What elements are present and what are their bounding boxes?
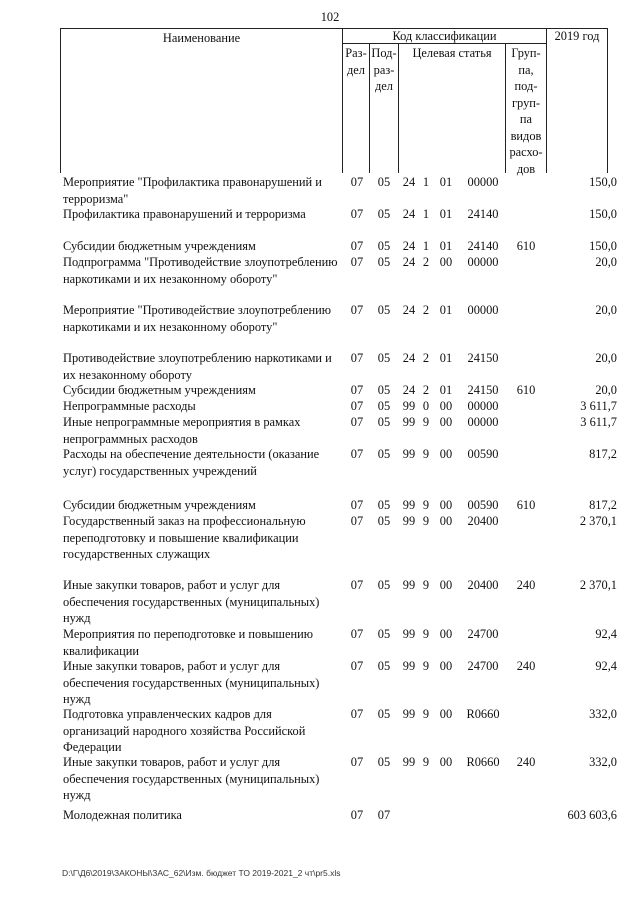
row-rz: 07 bbox=[350, 415, 364, 429]
row-vr: 610 bbox=[516, 239, 536, 253]
row-c1: 24 bbox=[402, 383, 416, 397]
row-c3: 00 bbox=[439, 578, 453, 592]
row-rz: 07 bbox=[350, 514, 364, 528]
row-c2: 9 bbox=[422, 498, 430, 512]
row-name: Подпрограмма "Противодействие злоупотреблению наркотиками и их незаконному обороту" bbox=[63, 255, 338, 286]
row-c1: 99 bbox=[402, 707, 416, 721]
row-c4: 00000 bbox=[467, 399, 499, 413]
row-pr: 05 bbox=[377, 514, 391, 528]
row-c2: 0 bbox=[422, 399, 430, 413]
row-c2: 2 bbox=[422, 351, 430, 365]
row-sum: 92,4 bbox=[595, 659, 617, 673]
row-rz: 07 bbox=[350, 447, 364, 461]
row-c3: 01 bbox=[439, 303, 453, 317]
row-c1: 24 bbox=[402, 351, 416, 365]
row-pr: 05 bbox=[377, 498, 391, 512]
row-c1: 24 bbox=[402, 207, 416, 221]
row-sum: 817,2 bbox=[589, 498, 617, 512]
row-pr: 05 bbox=[377, 755, 391, 769]
row-pr: 05 bbox=[377, 239, 391, 253]
row-sum: 332,0 bbox=[589, 707, 617, 721]
row-c1: 24 bbox=[402, 303, 416, 317]
row-name: Субсидии бюджетным учреждениям bbox=[63, 239, 256, 253]
row-c3: 01 bbox=[439, 239, 453, 253]
row-rz: 07 bbox=[350, 498, 364, 512]
header-left-border bbox=[60, 28, 61, 173]
row-name: Иные закупки товаров, работ и услуг для обеспечения государственных (муниципальных) нужд bbox=[63, 755, 320, 802]
header-group: Груп- па, под- груп- па видов расхо- дов bbox=[509, 46, 543, 176]
row-c2: 2 bbox=[422, 383, 430, 397]
row-rz: 07 bbox=[350, 755, 364, 769]
row-c2: 9 bbox=[422, 578, 430, 592]
row-c3: 00 bbox=[439, 415, 453, 429]
row-rz: 07 bbox=[350, 399, 364, 413]
row-c1: 99 bbox=[402, 399, 416, 413]
row-sum: 150,0 bbox=[589, 175, 617, 189]
row-c3: 00 bbox=[439, 627, 453, 641]
row-name: Субсидии бюджетным учреждениям bbox=[63, 498, 256, 512]
row-rz: 07 bbox=[350, 239, 364, 253]
row-pr: 07 bbox=[377, 808, 391, 822]
row-pr: 05 bbox=[377, 659, 391, 673]
row-sum: 332,0 bbox=[589, 755, 617, 769]
row-sum: 20,0 bbox=[595, 303, 617, 317]
row-pr: 05 bbox=[377, 207, 391, 221]
row-rz: 07 bbox=[350, 175, 364, 189]
row-c2: 1 bbox=[422, 175, 430, 189]
row-c4: 00000 bbox=[467, 415, 499, 429]
header-col-divider bbox=[546, 28, 547, 173]
row-c4: 24150 bbox=[467, 351, 499, 365]
row-c2: 9 bbox=[422, 415, 430, 429]
row-c1: 24 bbox=[402, 255, 416, 269]
row-c2: 2 bbox=[422, 255, 430, 269]
row-name: Государственный заказ на профессиональную переподготовку и повышение квалификации государственных служащих bbox=[63, 514, 306, 561]
row-name: Непрограммные расходы bbox=[63, 399, 196, 413]
row-rz: 07 bbox=[350, 659, 364, 673]
row-vr: 240 bbox=[516, 659, 536, 673]
row-c4: 20400 bbox=[467, 578, 499, 592]
row-c3: 00 bbox=[439, 255, 453, 269]
header-name: Наименование bbox=[162, 31, 241, 45]
row-rz: 07 bbox=[350, 578, 364, 592]
row-c1: 99 bbox=[402, 447, 416, 461]
row-c3: 01 bbox=[439, 351, 453, 365]
row-name: Противодействие злоупотреблению наркотиками и их незаконному обороту bbox=[63, 351, 332, 382]
row-c2: 9 bbox=[422, 447, 430, 461]
row-name: Иные непрограммные мероприятия в рамках непрограммных расходов bbox=[63, 415, 301, 446]
row-name: Иные закупки товаров, работ и услуг для обеспечения государственных (муниципальных) нужд bbox=[63, 578, 320, 625]
row-c3: 00 bbox=[439, 514, 453, 528]
row-c3: 01 bbox=[439, 383, 453, 397]
row-c3: 00 bbox=[439, 399, 453, 413]
row-name: Субсидии бюджетным учреждениям bbox=[63, 383, 256, 397]
row-c4: 00000 bbox=[467, 255, 499, 269]
row-pr: 05 bbox=[377, 415, 391, 429]
row-c1: 99 bbox=[402, 659, 416, 673]
row-c3: 01 bbox=[439, 175, 453, 189]
row-name: Профилактика правонарушений и терроризма bbox=[63, 207, 306, 221]
row-sum: 92,4 bbox=[595, 627, 617, 641]
header-code: Код классификации bbox=[392, 29, 497, 43]
row-sum: 3 611,7 bbox=[580, 415, 617, 429]
row-c3: 01 bbox=[439, 207, 453, 221]
row-c4: 00590 bbox=[467, 447, 499, 461]
row-c3: 00 bbox=[439, 707, 453, 721]
row-c4: 24140 bbox=[467, 207, 499, 221]
row-pr: 05 bbox=[377, 383, 391, 397]
row-c4: 24700 bbox=[467, 659, 499, 673]
row-c3: 00 bbox=[439, 447, 453, 461]
row-c2: 2 bbox=[422, 303, 430, 317]
row-rz: 07 bbox=[350, 808, 364, 822]
row-name: Молодежная политика bbox=[63, 808, 182, 822]
row-name: Расходы на обеспечение деятельности (оказание услуг) государственных учреждений bbox=[63, 447, 320, 478]
row-name: Мероприятия по переподготовке и повышению квалификации bbox=[63, 627, 313, 658]
row-name: Мероприятие "Противодействие злоупотреблению наркотиками и их незаконному обороту" bbox=[63, 303, 331, 334]
row-c4: 00590 bbox=[467, 498, 499, 512]
row-c3: 00 bbox=[439, 498, 453, 512]
row-vr: 610 bbox=[516, 498, 536, 512]
row-rz: 07 bbox=[350, 351, 364, 365]
row-c3: 00 bbox=[439, 659, 453, 673]
row-c1: 99 bbox=[402, 514, 416, 528]
row-rz: 07 bbox=[350, 207, 364, 221]
row-c2: 9 bbox=[422, 755, 430, 769]
page-number: 102 bbox=[320, 10, 340, 24]
row-pr: 05 bbox=[377, 578, 391, 592]
row-sum: 817,2 bbox=[589, 447, 617, 461]
row-name: Иные закупки товаров, работ и услуг для обеспечения государственных (муниципальных) нужд bbox=[63, 659, 320, 706]
row-pr: 05 bbox=[377, 447, 391, 461]
row-c4: 24700 bbox=[467, 627, 499, 641]
header-razdel: Раз- дел bbox=[345, 46, 367, 77]
row-rz: 07 bbox=[350, 303, 364, 317]
header-year: 2019 год bbox=[554, 29, 600, 43]
header-col-divider bbox=[398, 43, 399, 173]
header-target: Целевая статья bbox=[412, 46, 492, 60]
header-right-border bbox=[607, 28, 608, 173]
row-pr: 05 bbox=[377, 303, 391, 317]
row-c4: 00000 bbox=[467, 175, 499, 189]
row-rz: 07 bbox=[350, 707, 364, 721]
row-rz: 07 bbox=[350, 255, 364, 269]
row-sum: 150,0 bbox=[589, 239, 617, 253]
row-c2: 9 bbox=[422, 514, 430, 528]
row-c1: 99 bbox=[402, 415, 416, 429]
row-c4: R0660 bbox=[466, 755, 500, 769]
row-c4: 00000 bbox=[467, 303, 499, 317]
row-pr: 05 bbox=[377, 399, 391, 413]
row-sum: 3 611,7 bbox=[580, 399, 617, 413]
row-pr: 05 bbox=[377, 175, 391, 189]
row-pr: 05 bbox=[377, 627, 391, 641]
row-c1: 99 bbox=[402, 755, 416, 769]
row-c4: 20400 bbox=[467, 514, 499, 528]
row-rz: 07 bbox=[350, 627, 364, 641]
row-vr: 240 bbox=[516, 755, 536, 769]
row-c1: 99 bbox=[402, 498, 416, 512]
row-vr: 240 bbox=[516, 578, 536, 592]
row-sum: 20,0 bbox=[595, 383, 617, 397]
row-pr: 05 bbox=[377, 707, 391, 721]
row-vr: 610 bbox=[516, 383, 536, 397]
row-c1: 24 bbox=[402, 239, 416, 253]
row-c2: 9 bbox=[422, 707, 430, 721]
row-c3: 00 bbox=[439, 755, 453, 769]
row-sum: 150,0 bbox=[589, 207, 617, 221]
row-c1: 99 bbox=[402, 578, 416, 592]
row-name: Мероприятие "Профилактика правонарушений и терроризма" bbox=[63, 175, 322, 206]
row-c1: 24 bbox=[402, 175, 416, 189]
row-sum: 2 370,1 bbox=[579, 578, 617, 592]
row-c2: 9 bbox=[422, 627, 430, 641]
row-c2: 1 bbox=[422, 239, 430, 253]
row-sum: 20,0 bbox=[595, 351, 617, 365]
row-c4: R0660 bbox=[466, 707, 500, 721]
row-c2: 9 bbox=[422, 659, 430, 673]
row-pr: 05 bbox=[377, 255, 391, 269]
row-c1: 99 bbox=[402, 627, 416, 641]
row-c2: 1 bbox=[422, 207, 430, 221]
file-path-footer: D:\Г\Д6\2019\ЗАКОНЫ\ЗАС_62\Изм. бюджет ТО 2019-2021_2 чт\pr5.xls bbox=[62, 868, 341, 878]
row-sum: 603 603,6 bbox=[567, 808, 617, 822]
row-sum: 2 370,1 bbox=[579, 514, 617, 528]
row-name: Подготовка управленческих кадров для организаций народного хозяйства Российской Федерации bbox=[63, 707, 306, 754]
row-c4: 24150 bbox=[467, 383, 499, 397]
row-pr: 05 bbox=[377, 351, 391, 365]
header-podrazdel: Под- раз- дел bbox=[371, 46, 397, 93]
row-c4: 24140 bbox=[467, 239, 499, 253]
row-sum: 20,0 bbox=[595, 255, 617, 269]
row-rz: 07 bbox=[350, 383, 364, 397]
